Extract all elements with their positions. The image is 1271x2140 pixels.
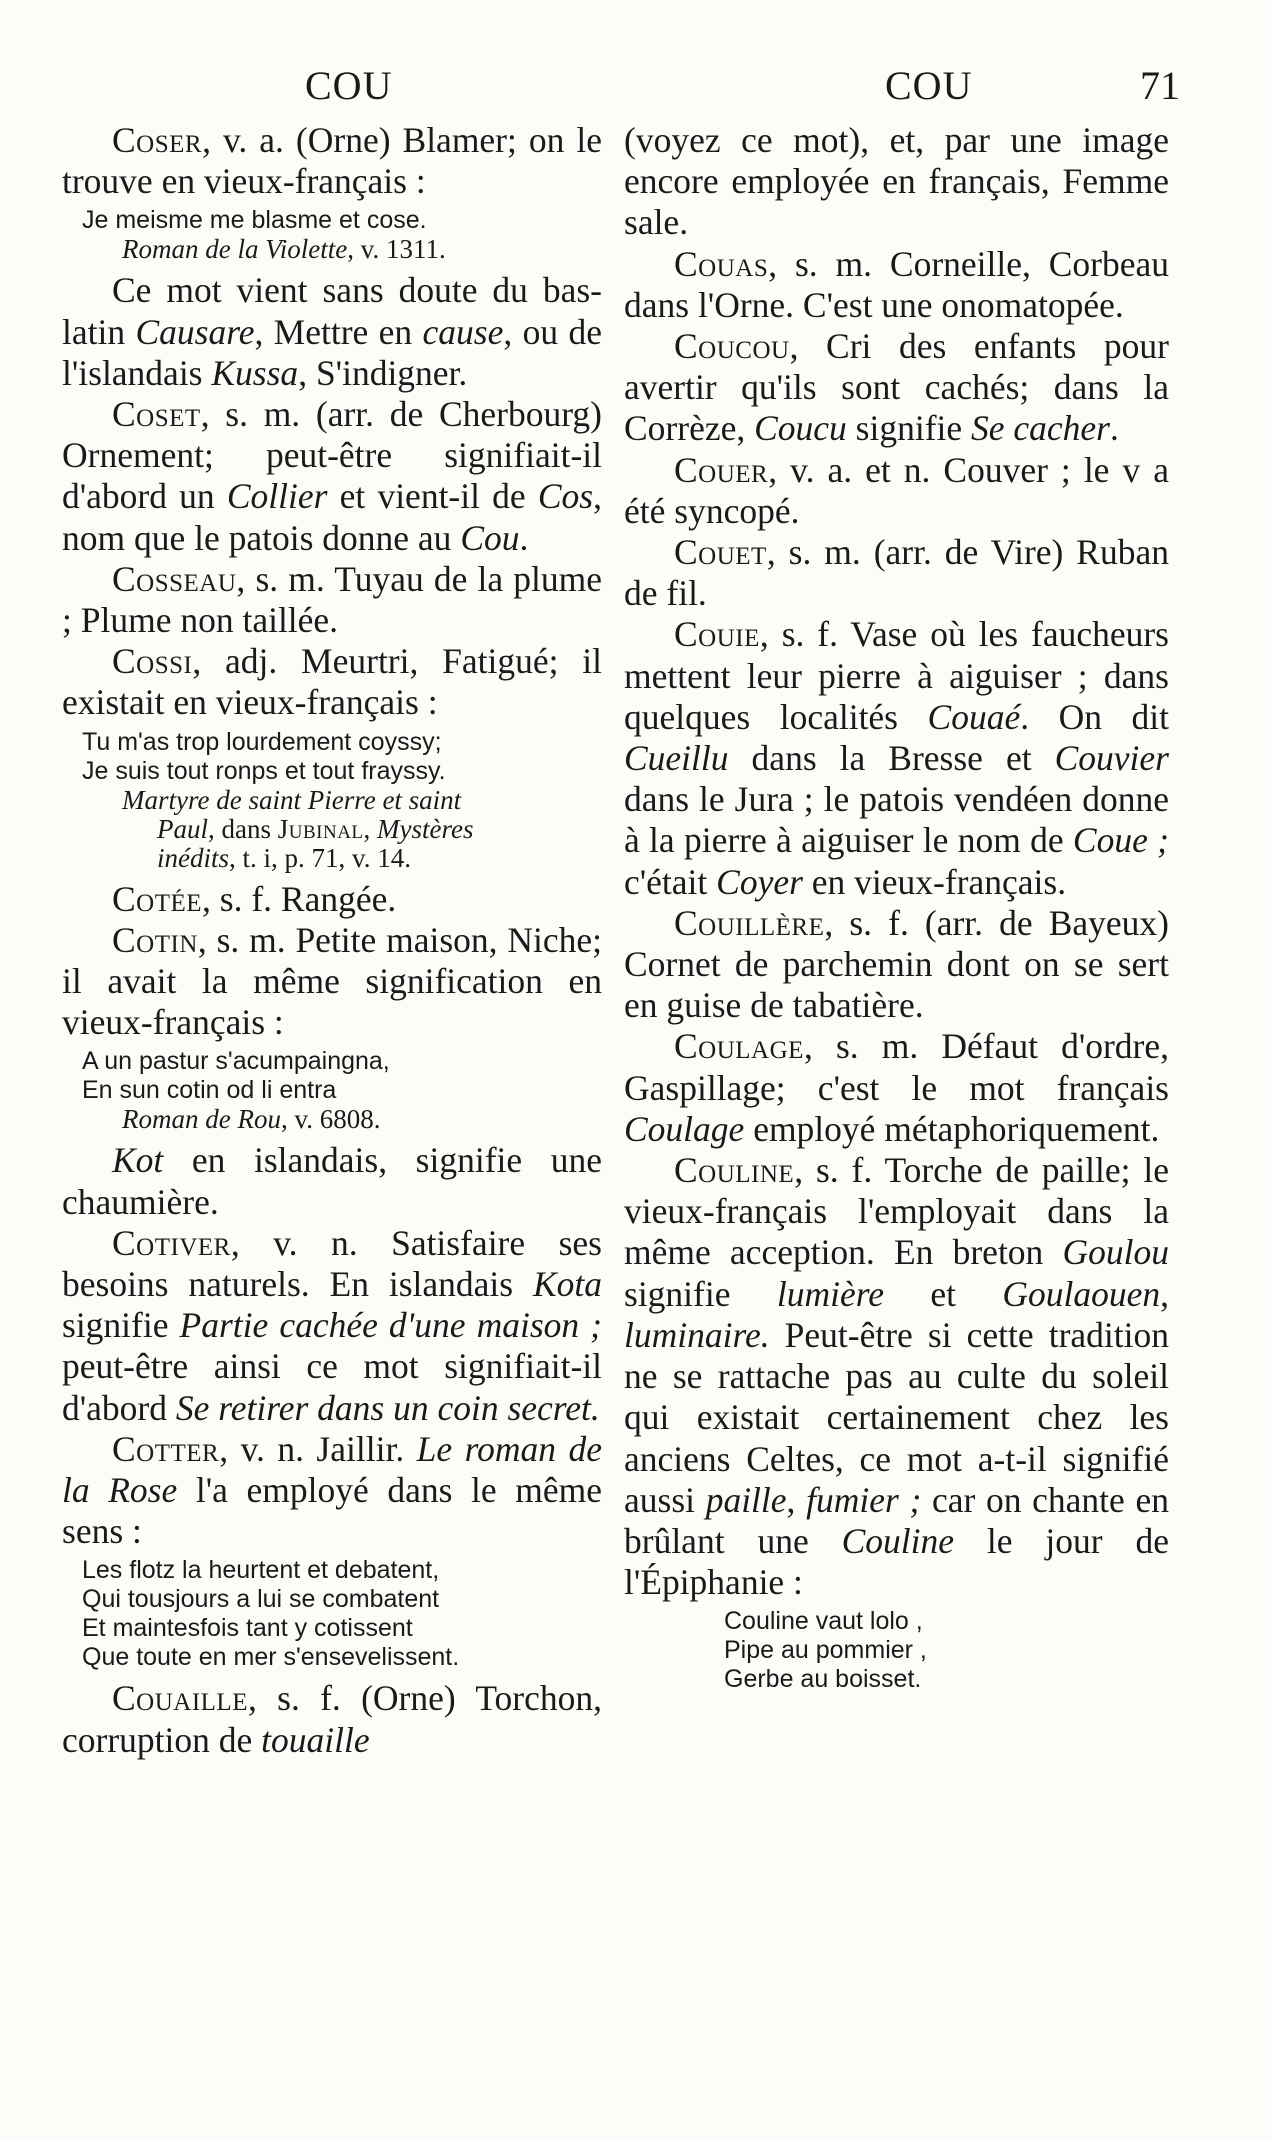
- quotation: Les flotz la heurtent et debatent, Qui tousjours a lui se combatent Et maintesfois tant y cotissent Que toute en mer s'ensevelissent.: [82, 1556, 460, 1672]
- entry-couillere: Couillère, s. f. (arr. de Bayeux) Cornet de parchemin dont on se sert en guise de tabatière.: [624, 902, 1169, 1026]
- running-head-left: COU: [305, 63, 393, 108]
- source-citation: Roman de la Violette, v. 1311.: [122, 234, 446, 265]
- headword: Cotée: [112, 878, 203, 919]
- right-column: [624, 120, 1169, 1700]
- entry-cossi: Cossi, adj. Meurtri, Fatigué; il existait en vieux-français :: [62, 641, 602, 723]
- left-column: [62, 120, 602, 1761]
- entry-cotin: Cotin, s. m. Petite maison, Niche; il avait la même signification en vieux-français :: [62, 919, 602, 1043]
- entry-coucou: Coucou, Cri des enfants pour avertir qu'ils sont cachés; dans la Corrèze, Coucu signifie Se cacher.: [624, 326, 1169, 449]
- headword: Cosseau: [112, 558, 237, 599]
- entry-coulage: Coulage, s. m. Défaut d'ordre, Gaspillage; c'est le mot français Coulage employé métaphoriquement.: [624, 1026, 1169, 1149]
- headword: Coser: [112, 120, 203, 160]
- headword: Coset: [112, 394, 201, 435]
- headword: Couline: [674, 1150, 795, 1191]
- entry-cotter: Cotter, v. n. Jaillir. Le roman de la Rose l'a employé dans le même sens :: [62, 1428, 602, 1552]
- entry-cotiver: Cotiver, v. n. Satisfaire ses besoins naturels. En islandais Kota signifie Partie cachée d'une maison ; peut-être ainsi ce mot signifiait-il d'abord Se retirer dans un coin secret.: [62, 1222, 603, 1428]
- headword: Coulage: [674, 1026, 804, 1067]
- entry-kot: Kot en islandais, signifie une chaumière.: [62, 1140, 602, 1222]
- source-citation: inédits, t. i, p. 71, v. 14.: [157, 842, 411, 873]
- headword: Couas: [674, 243, 769, 284]
- running-head-right: COU: [885, 63, 973, 108]
- headword: Cossi: [112, 641, 193, 682]
- entry-couie: Couie, s. f. Vase où les faucheurs mettent leur pierre à aiguiser ; dans quelques localités Couaé. On dit Cueillu dans la Bresse et Couvier dans le Jura ; le patois vendéen donne à la pierre à aiguiser le nom de Coue ; c'était Coyer en vieux-français.: [624, 614, 1169, 902]
- quotation: Couline vaut lolo , Pipe au pommier , Gerbe au boisset.: [724, 1607, 927, 1694]
- entry-couet: Couet, s. m. (arr. de Vire) Ruban de fil.: [624, 532, 1169, 614]
- headword: Cotter: [112, 1428, 220, 1469]
- entry-coser-note: Ce mot vient sans doute du bas-latin Causare, Mettre en cause, ou de l'islandais Kussa, S'indigner.: [62, 270, 602, 393]
- headword: Couillère: [674, 902, 825, 943]
- page-number: 71: [1140, 63, 1180, 108]
- entry-coser: Coser, v. a. (Orne) Blamer; on le trouve en vieux-français :: [62, 120, 602, 202]
- entry-couline: Couline, s. f. Torche de paille; le vieux-français l'employait dans la même acception. En breton Goulou signifie lumière et Goulaouen, luminaire. Peut-être si cette tradition ne se rattache pas au culte du soleil qui existait certainement chez les anciens Celtes, ce mot a-t-il signifié aussi paille, fumier ; car on chante en brûlant une Couline le jour de l'Épiphanie :: [624, 1150, 1169, 1603]
- headword: Couet: [674, 532, 767, 573]
- entry-couaille: Couaille, s. f. (Orne) Torchon, corruption de touaille: [62, 1678, 602, 1760]
- headword: Couie: [674, 614, 760, 655]
- entry-couaille-cont: (voyez ce mot), et, par une image encore employée en français, Femme sale.: [624, 120, 1169, 243]
- source-citation: Roman de Rou, v. 6808.: [122, 1104, 381, 1135]
- quotation: Tu m'as trop lourdement coyssy; Je suis tout ronps et tout frayssy. Martyre de saint Pierre et saint Paul, dans Jubinal, Mystères inédits, t. i, p. 71, v. 14.: [82, 728, 602, 873]
- headword: Cotiver: [112, 1222, 231, 1263]
- quotation: Je meisme me blasme et cose. Roman de la Violette, v. 1311.: [82, 206, 602, 264]
- entry-couer: Couer, v. a. et n. Couver ; le v a été syncopé.: [624, 449, 1169, 531]
- headword: Couaille: [112, 1678, 248, 1719]
- entry-couas: Couas, s. m. Corneille, Corbeau dans l'Orne. C'est une onomatopée.: [624, 243, 1169, 325]
- headword: Coucou: [674, 326, 790, 367]
- headword: Cotin: [112, 919, 198, 960]
- entry-coset: Coset, s. m. (arr. de Cherbourg) Ornement; peut-être signifiait-il d'abord un Collier et vient-il de Cos, nom que le patois donne au Cou.: [62, 394, 602, 558]
- quotation: A un pastur s'acumpaingna, En sun cotin od li entra Roman de Rou, v. 6808.: [82, 1047, 602, 1134]
- entry-cotee: Cotée, s. f. Rangée.: [112, 878, 397, 919]
- headword: Couer: [674, 449, 769, 490]
- source-citation: Martyre de saint Pierre et saint: [122, 784, 462, 815]
- source-citation: Paul, dans Jubinal, Mystères: [157, 813, 474, 844]
- entry-cosseau: Cosseau, s. m. Tuyau de la plume ; Plume non taillée.: [62, 558, 602, 641]
